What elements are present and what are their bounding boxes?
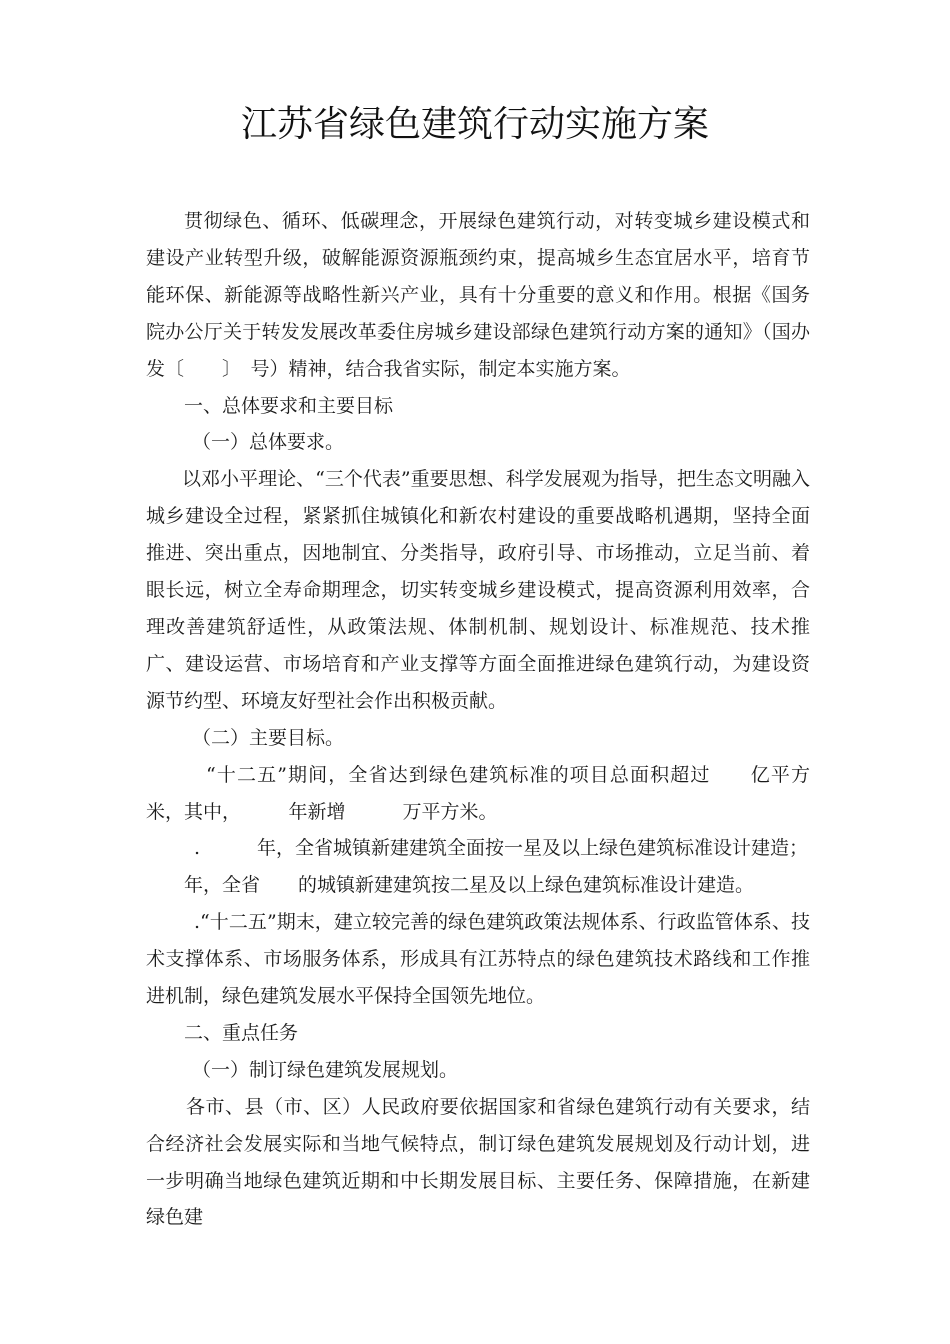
document-body <box>146 203 810 1236</box>
subsection-heading-2-1: （一）制订绿色建筑发展规划。 <box>192 1058 459 1081</box>
intro-paragraph: 贯彻绿色、循环、低碳理念，开展绿色建筑行动，对转变城乡建设模式和建设产业转型升级，破解能源资源瓶颈约束，提高城乡生态宜居水平，培育节能环保、新能源等战略性新兴产业，具有十分重要的意义和作用。根据《国务院办公厅关于转发发展改革委住房城乡建设部绿色建筑行动方案的通知》（国办发〔 〕 号）精神，结合我省实际，制定本实施方案。 <box>146 210 810 380</box>
document-title: 江苏省绿色建筑行动实施方案 <box>240 104 709 145</box>
subsection-heading-1-2: （二）主要目标。 <box>192 726 345 749</box>
general-requirements-paragraph: 以邓小平理论、“三个代表”重要思想、科学发展观为指导，把生态文明融入城乡建设全过程，紧紧抓住城镇化和新农村建设的重要战略机遇期，坚持全面推进、突出重点，因地制宜、分类指导，政府引导、市场推动，立足当前、着眼长远，树立全寿命期理念，切实转变城乡建设模式，提高资源利用效率，合理改善建筑舒适性，从政策法规、体制机制、规划设计、标准规范、技术推广、建设运营、市场培育和产业支撑等方面全面推进绿色建筑行动，为建设资源节约型、环境友好型社会作出积极贡献。 <box>146 468 810 712</box>
planning-paragraph: 各市、县（市、区）人民政府要依据国家和省绿色建筑行动有关要求，结合经济社会发展实际和当地气候特点，制订绿色建筑发展规划及行动计划，进一步明确当地绿色建筑近期和中长期发展目标、主要任务、保障措施，在新建绿色建 <box>146 1095 810 1229</box>
section-heading-2: 二、重点任务 <box>184 1021 299 1044</box>
target-paragraph-3: 年，全省 的城镇新建建筑按二星及以上绿色建筑标准设计建造。 <box>184 874 755 897</box>
target-paragraph-2: . 年，全省城镇新建建筑全面按一星及以上绿色建筑标准设计建造； <box>194 837 809 860</box>
section-heading-1: 一、总体要求和主要目标 <box>184 394 394 417</box>
subsection-heading-1-1: （一）总体要求。 <box>192 431 345 454</box>
target-paragraph-4: .“十二五”期末，建立较完善的绿色建筑政策法规体系、行政监管体系、技术支撑体系、市场服务体系，形成具有江苏特点的绿色建筑技术路线和工作推进机制，绿色建筑发展水平保持全国领先地位。 <box>146 911 810 1008</box>
target-paragraph-1: “十二五”期间，全省达到绿色建筑标准的项目总面积超过 亿平方米，其中， 年新增 万平方米。 <box>146 763 810 823</box>
